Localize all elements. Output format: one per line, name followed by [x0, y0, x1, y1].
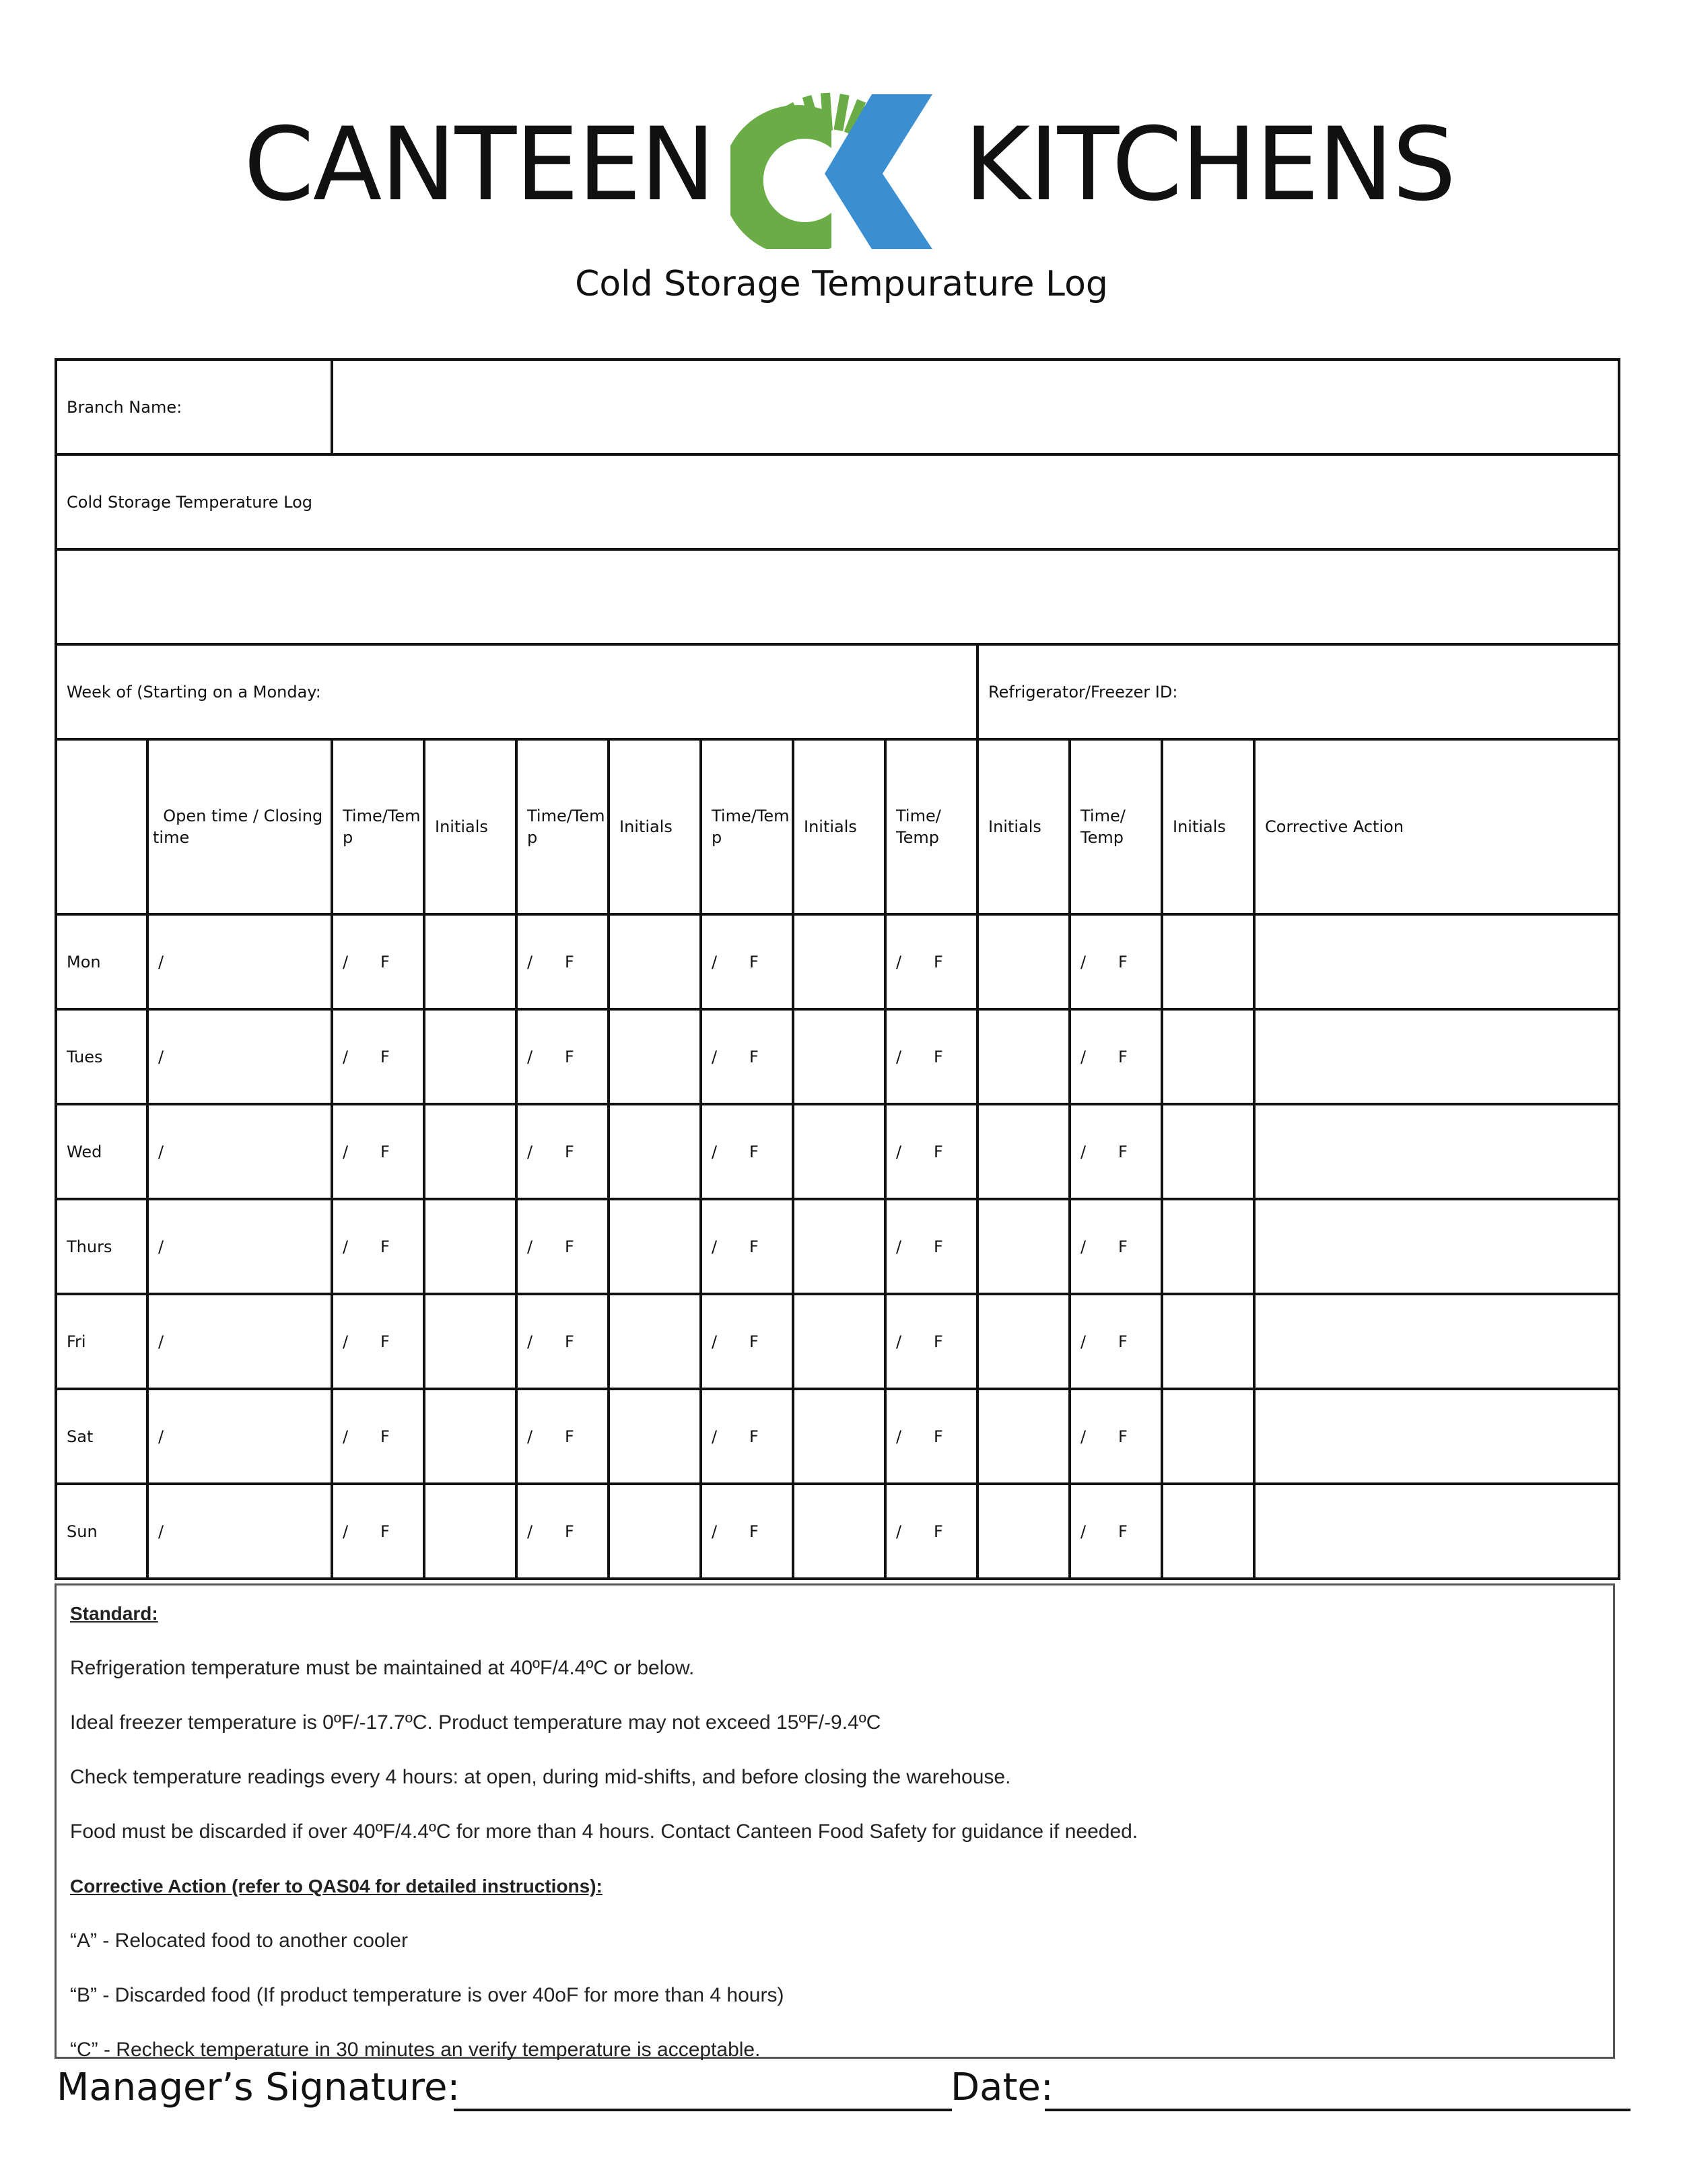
time-temp-separator: / [712, 1427, 718, 1446]
initials-cell[interactable] [609, 1294, 701, 1389]
time-temp-separator: / [343, 1427, 349, 1446]
initials-cell[interactable] [609, 1009, 701, 1104]
time-temp-cell[interactable] [701, 1484, 793, 1579]
time-temp-cell[interactable] [885, 1294, 977, 1389]
time-temp-cell[interactable] [885, 1104, 977, 1199]
initials-cell[interactable] [1162, 1199, 1254, 1294]
time-temp-separator: / [1080, 1522, 1087, 1541]
time-temp-cell[interactable] [332, 1199, 424, 1294]
time-temp-header-1: Time/Temp [332, 739, 424, 914]
logo-text-kitchens: KITCHENS [964, 106, 1455, 224]
fahrenheit-unit: F [934, 1427, 943, 1446]
time-temp-cell[interactable] [1070, 1484, 1162, 1579]
time-temp-cell[interactable] [701, 1389, 793, 1484]
fahrenheit-unit: F [749, 1237, 759, 1256]
corrective-action-cell[interactable] [1254, 1104, 1619, 1199]
initials-cell[interactable] [424, 1389, 516, 1484]
time-temp-separator: / [527, 1522, 533, 1541]
branch-name-label: Branch Name: [56, 360, 332, 454]
manager-signature-field[interactable] [454, 2109, 952, 2111]
initials-cell[interactable] [424, 1009, 516, 1104]
time-temp-separator: / [712, 1332, 718, 1351]
fahrenheit-unit: F [380, 1332, 390, 1351]
fahrenheit-unit: F [380, 1047, 390, 1066]
time-temp-separator: / [896, 952, 902, 971]
fahrenheit-unit: F [1118, 952, 1128, 971]
time-temp-separator: / [1080, 1237, 1087, 1256]
time-temp-separator: / [1080, 1427, 1087, 1446]
time-temp-cell[interactable] [1070, 1294, 1162, 1389]
standard-line: Refrigeration temperature must be maintained at 40ºF/4.4ºC or below. [70, 1657, 695, 1679]
standard-box [55, 1583, 1615, 2059]
time-temp-cell[interactable] [516, 1009, 609, 1104]
time-temp-cell[interactable] [885, 1389, 977, 1484]
time-temp-separator: / [1080, 952, 1087, 971]
time-temp-separator: / [343, 1142, 349, 1161]
time-temp-cell[interactable] [885, 1199, 977, 1294]
time-temp-separator: / [712, 1237, 718, 1256]
time-temp-separator: / [527, 952, 533, 971]
corrective-action-line: “A” - Relocated food to another cooler [70, 1930, 408, 1952]
temperature-log-table [55, 358, 1620, 1580]
fahrenheit-unit: F [749, 1142, 759, 1161]
corrective-action-cell[interactable] [1254, 1294, 1619, 1389]
initials-cell[interactable] [793, 1484, 885, 1579]
time-temp-header-3: Time/Temp [701, 739, 793, 914]
signature-line [57, 2066, 1632, 2114]
day-label: Thurs [56, 1199, 147, 1294]
fahrenheit-unit: F [934, 1332, 943, 1351]
day-label: Fri [56, 1294, 147, 1389]
time-temp-separator: / [896, 1142, 902, 1161]
time-temp-cell[interactable] [516, 1104, 609, 1199]
initials-cell[interactable] [977, 914, 1070, 1009]
day-row [56, 914, 1619, 1009]
time-temp-separator: / [527, 1332, 533, 1351]
time-temp-cell[interactable] [332, 1484, 424, 1579]
manager-signature-label: Manager’s Signature: [57, 2066, 460, 2109]
corrective-action-cell[interactable] [1254, 1009, 1619, 1104]
time-temp-cell[interactable] [701, 914, 793, 1009]
fahrenheit-unit: F [380, 1522, 390, 1541]
initials-cell[interactable] [424, 1199, 516, 1294]
initials-cell[interactable] [1162, 914, 1254, 1009]
day-label: Wed [56, 1104, 147, 1199]
time-temp-separator: / [896, 1047, 902, 1066]
initials-cell[interactable] [977, 1389, 1070, 1484]
standard-line: Food must be discarded if over 40ºF/4.4ºC for more than 4 hours. Contact Canteen Food Safety for guidance if needed. [70, 1820, 1138, 1843]
time-temp-cell[interactable] [885, 914, 977, 1009]
time-temp-cell[interactable] [332, 1104, 424, 1199]
initials-cell[interactable] [793, 914, 885, 1009]
initials-cell[interactable] [1162, 1389, 1254, 1484]
initials-cell[interactable] [977, 1009, 1070, 1104]
fahrenheit-unit: F [1118, 1427, 1128, 1446]
corrective-action-cell[interactable] [1254, 1199, 1619, 1294]
time-temp-separator: / [712, 1142, 718, 1161]
corrective-action-header: Corrective Action [1254, 739, 1619, 914]
blank-entry-row[interactable] [56, 549, 1619, 644]
time-temp-separator: / [896, 1427, 902, 1446]
day-label: Sat [56, 1389, 147, 1484]
time-temp-separator: / [527, 1142, 533, 1161]
time-temp-separator: / [896, 1522, 902, 1541]
initials-cell[interactable] [793, 1104, 885, 1199]
fahrenheit-unit: F [749, 1047, 759, 1066]
time-temp-separator: / [527, 1237, 533, 1256]
fahrenheit-unit: F [934, 1142, 943, 1161]
day-label: Sun [56, 1484, 147, 1579]
time-temp-header-4: Time/ Temp [885, 739, 977, 914]
initials-header-5: Initials [1162, 739, 1254, 914]
time-temp-cell[interactable] [701, 1199, 793, 1294]
time-temp-cell[interactable] [1070, 1009, 1162, 1104]
fahrenheit-unit: F [565, 952, 574, 971]
fahrenheit-unit: F [1118, 1142, 1128, 1161]
open-close-time-cell[interactable]: / [147, 1484, 332, 1579]
fahrenheit-unit: F [749, 1522, 759, 1541]
open-close-time-cell[interactable]: / [147, 1199, 332, 1294]
time-temp-separator: / [343, 1047, 349, 1066]
time-temp-separator: / [1080, 1142, 1087, 1161]
time-temp-cell[interactable] [701, 1104, 793, 1199]
corrective-action-line: “C” - Recheck temperature in 30 minutes an verify temperature is acceptable. [70, 2039, 761, 2061]
fahrenheit-unit: F [1118, 1047, 1128, 1066]
fahrenheit-unit: F [380, 952, 390, 971]
time-temp-cell[interactable] [1070, 914, 1162, 1009]
initials-cell[interactable] [1162, 1294, 1254, 1389]
time-temp-separator: / [343, 1237, 349, 1256]
time-temp-separator: / [896, 1332, 902, 1351]
day-column-header [56, 739, 147, 914]
time-temp-separator: / [712, 952, 718, 971]
initials-cell[interactable] [424, 914, 516, 1009]
fahrenheit-unit: F [1118, 1332, 1128, 1351]
date-label: Date: [951, 2066, 1054, 2109]
fahrenheit-unit: F [565, 1522, 574, 1541]
initials-cell[interactable] [1162, 1009, 1254, 1104]
initials-header-1: Initials [424, 739, 516, 914]
fahrenheit-unit: F [565, 1047, 574, 1066]
fahrenheit-unit: F [1118, 1522, 1128, 1541]
initials-cell[interactable] [424, 1104, 516, 1199]
day-row [56, 1389, 1619, 1484]
time-temp-separator: / [1080, 1332, 1087, 1351]
initials-cell[interactable] [793, 1294, 885, 1389]
day-label: Tues [56, 1009, 147, 1104]
standard-line: Check temperature readings every 4 hours: at open, during mid-shifts, and before closing the warehouse. [70, 1766, 1011, 1788]
time-temp-separator: / [527, 1047, 533, 1066]
fahrenheit-unit: F [934, 952, 943, 971]
time-temp-cell[interactable] [332, 1294, 424, 1389]
time-temp-separator: / [712, 1047, 718, 1066]
fahrenheit-unit: F [749, 952, 759, 971]
fahrenheit-unit: F [565, 1427, 574, 1446]
open-close-time-cell[interactable]: / [147, 914, 332, 1009]
fahrenheit-unit: F [565, 1332, 574, 1351]
corrective-action-cell[interactable] [1254, 1484, 1619, 1579]
time-temp-separator: / [1080, 1047, 1087, 1066]
time-temp-cell[interactable] [885, 1484, 977, 1579]
time-temp-cell[interactable] [516, 914, 609, 1009]
initials-cell[interactable] [793, 1389, 885, 1484]
initials-header-4: Initials [977, 739, 1070, 914]
open-close-time-cell[interactable]: / [147, 1389, 332, 1484]
initials-cell[interactable] [609, 1389, 701, 1484]
corrective-action-cell[interactable] [1254, 914, 1619, 1009]
time-temp-header-2: Time/Temp [516, 739, 609, 914]
time-temp-cell[interactable] [332, 1009, 424, 1104]
initials-cell[interactable] [977, 1199, 1070, 1294]
fahrenheit-unit: F [380, 1142, 390, 1161]
initials-header-2: Initials [609, 739, 701, 914]
time-temp-cell[interactable] [516, 1199, 609, 1294]
time-temp-cell[interactable] [516, 1389, 609, 1484]
initials-header-3: Initials [793, 739, 885, 914]
time-temp-cell[interactable] [1070, 1199, 1162, 1294]
initials-cell[interactable] [424, 1484, 516, 1579]
time-temp-cell[interactable] [516, 1484, 609, 1579]
time-temp-cell[interactable] [332, 914, 424, 1009]
fahrenheit-unit: F [1118, 1237, 1128, 1256]
fahrenheit-unit: F [934, 1522, 943, 1541]
fahrenheit-unit: F [380, 1237, 390, 1256]
standard-heading: Standard: [70, 1603, 158, 1624]
time-temp-separator: / [343, 952, 349, 971]
initials-cell[interactable] [609, 1199, 701, 1294]
time-temp-cell[interactable] [1070, 1104, 1162, 1199]
time-temp-separator: / [712, 1522, 718, 1541]
initials-cell[interactable] [977, 1294, 1070, 1389]
initials-cell[interactable] [609, 1104, 701, 1199]
time-temp-cell[interactable] [332, 1389, 424, 1484]
fahrenheit-unit: F [565, 1237, 574, 1256]
logo-text-canteen: CANTEEN [244, 106, 714, 224]
initials-cell[interactable] [793, 1009, 885, 1104]
day-row [56, 1199, 1619, 1294]
time-temp-cell[interactable] [885, 1009, 977, 1104]
day-row [56, 1294, 1619, 1389]
open-close-time-cell[interactable]: / [147, 1104, 332, 1199]
date-field[interactable] [1045, 2109, 1630, 2111]
time-temp-separator: / [343, 1522, 349, 1541]
fahrenheit-unit: F [934, 1237, 943, 1256]
fridge-id-field[interactable]: Refrigerator/Freezer ID: [977, 644, 1619, 739]
week-of-field[interactable]: Week of (Starting on a Monday: [56, 644, 977, 739]
time-temp-separator: / [527, 1427, 533, 1446]
open-close-time-header: Open time / Closing time [147, 739, 332, 914]
standard-line: Ideal freezer temperature is 0ºF/-17.7ºC. Product temperature may not exceed 15ºF/-9.4ºC [70, 1711, 881, 1734]
corrective-action-cell[interactable] [1254, 1389, 1619, 1484]
time-temp-separator: / [343, 1332, 349, 1351]
corrective-action-heading: Corrective Action (refer to QAS04 for detailed instructions): [70, 1876, 603, 1897]
time-temp-separator: / [896, 1237, 902, 1256]
fahrenheit-unit: F [380, 1427, 390, 1446]
corrective-action-line: “B” - Discarded food (If product temperature is over 40oF for more than 4 hours) [70, 1984, 784, 2006]
time-temp-cell[interactable] [701, 1294, 793, 1389]
fahrenheit-unit: F [565, 1142, 574, 1161]
day-label: Mon [56, 914, 147, 1009]
fahrenheit-unit: F [749, 1427, 759, 1446]
page-title: Cold Storage Tempurature Log [575, 264, 1108, 304]
day-row [56, 1484, 1619, 1579]
initials-cell[interactable] [977, 1484, 1070, 1579]
initials-cell[interactable] [1162, 1484, 1254, 1579]
initials-cell[interactable] [609, 914, 701, 1009]
fahrenheit-unit: F [749, 1332, 759, 1351]
initials-cell[interactable] [793, 1199, 885, 1294]
day-rows [56, 914, 1619, 1579]
initials-cell[interactable] [1162, 1104, 1254, 1199]
time-temp-cell[interactable] [701, 1009, 793, 1104]
initials-cell[interactable] [424, 1294, 516, 1389]
open-close-time-cell[interactable]: / [147, 1009, 332, 1104]
day-row [56, 1104, 1619, 1199]
time-temp-cell[interactable] [1070, 1389, 1162, 1484]
initials-cell[interactable] [609, 1484, 701, 1579]
initials-cell[interactable] [977, 1104, 1070, 1199]
time-temp-cell[interactable] [516, 1294, 609, 1389]
day-row [56, 1009, 1619, 1104]
canteen-kitchens-logo-icon [730, 88, 953, 249]
time-temp-header-5: Time/ Temp [1070, 739, 1162, 914]
log-label: Cold Storage Temperature Log [56, 454, 1619, 549]
open-close-time-cell[interactable]: / [147, 1294, 332, 1389]
branch-name-field[interactable] [332, 360, 1619, 454]
fahrenheit-unit: F [934, 1047, 943, 1066]
